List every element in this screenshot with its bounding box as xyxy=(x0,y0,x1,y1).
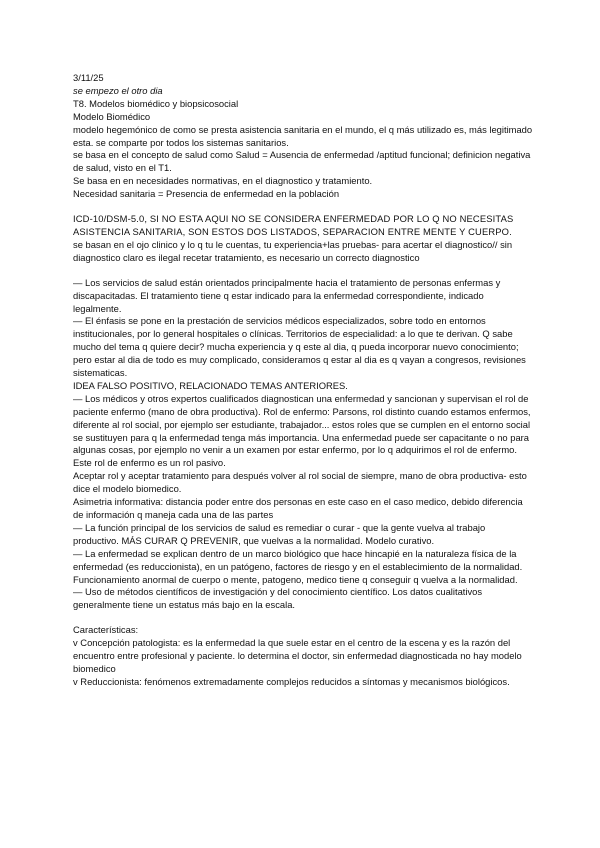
characteristic-reductionist: v Reduccionista: fenómenos extremadamente complejos reducidos a síntomas y mecanismos biológicos. xyxy=(73,675,510,687)
spacer xyxy=(73,265,533,277)
paragraph-clinical-eye: se basan en el ojo clinico y lo q tu le cuentas, tu experiencia+las pruebas- para acertar el diagnostico// sin diagnostico claro es ilegal recetar tratamiento, es necesario un correcto diagnostico xyxy=(73,238,513,263)
paragraph-icd-dsm: ICD-10/DSM-5.0, SI NO ESTA AQUI NO SE CONSIDERA ENFERMEDAD POR LO Q NO NECESITAS ASISTENCIA SANITARIA, SON ESTOS DOS LISTADOS, SEPARACION ENTRE MENTE Y CUERPO. xyxy=(73,213,514,237)
paragraph-health-need: Necesidad sanitaria = Presencia de enfermedad en la población xyxy=(73,188,340,200)
characteristic-pathologist: v Concepción patologista: es la enfermedad la que suele estar en el centro de la escena y es la razón del encuentro entre profesional y paciente. lo determina el doctor, sin enfermedad diagnosticada no hay modelo biomedico xyxy=(73,637,522,674)
bullet-biological-framework: — La enfermedad se explican dentro de un marco biológico que hace hincapié en la naturaleza física de la enfermedad (es reduccionista), en un patógeno, factores de riesgo y en el establecimiento de la normalidad. Funcionamiento anormal de cuerpo o mente, patogeno, medico tiene q conseguir q vuelva a la normalidad. xyxy=(73,547,523,585)
paragraph-hegemonic-model: modelo hegemónico de como se presta asistencia sanitaria en el mundo, el q más utilizado es, más legitimado esta. se comparte por todos los sistemas sanitarios. xyxy=(73,123,533,148)
characteristics-title: Características: xyxy=(73,624,139,636)
bullet-specialized-services: — El énfasis se pone en la prestación de servicios médicos especializados, sobre todo en entornos institucionales, por lo general hospitales o clínicas. Territorios de especialidad: a lo que te derivan. Q sabe mucho del tema q quiere decir? mucha experiencia y q este al dia, q pueda incorporar nuevo conocimiento; pero estar al dia de todo es muy complicado, consideramos q estar al dia es q vayan a congresos, revisiones sistematicas. xyxy=(73,315,526,379)
intro-note: se empezo el otro dia xyxy=(73,84,163,96)
spacer xyxy=(73,201,533,213)
bullet-services-treatment: — Los servicios de salud están orientados principalmente hacia el tratamiento de personas enfermas y discapacitadas. El tratamiento tiene q estar indicado para la enfermedad correspondiente, indicado legalmente. xyxy=(73,276,501,314)
bullet-cure-function: — La función principal de los servicios de salud es remediar o curar - que la gente vuelva al trabajo productivo. MÁS CURAR Q PREVENIR, que vuelvas a la normalidad. Modelo curativo. xyxy=(73,521,486,546)
paragraph-health-concept: se basa en el concepto de salud como Salud = Ausencia de enfermedad /aptitud funcional; definicion negativa de salud, visto en el T1. xyxy=(73,149,531,174)
idea-false-positive: IDEA FALSO POSITIVO, RELACIONADO TEMAS ANTERIORES. xyxy=(73,379,348,391)
paragraph-information-asymmetry: Asimetria informativa: distancia poder entre dos personas en este caso en el caso medico, debido diferencia de información q maneja cada una de las partes xyxy=(73,496,523,520)
paragraph-normative-needs: Se basa en en necesidades normativas, en el diagnostico y tratamiento. xyxy=(73,175,373,187)
date-line: 3/11/25 xyxy=(73,72,104,83)
paragraph-accept-role: Aceptar rol y aceptar tratamiento para después volver al rol social de siempre, mano de obra productiva- esto dice el modelo biomedico. xyxy=(73,470,527,495)
section-title: Modelo Biomédico xyxy=(73,110,151,122)
bullet-sick-role: — Los médicos y otros expertos cualificados diagnostican una enfermedad y sancionan y supervisan el rol de paciente enfermo (mano de obra productiva). Rol de enfermo: Parsons, rol distinto cuando estamos enfermos, diferente al rol social, por ejemplo ser estudiante, trabajador... estos roles que se cumplen en el entorno social se sustituyen para q la enfermedad tenga más importancia. Una enfermedad puede ser capacitante o no para algunas cosas, por ejemplo no venir a un examen por estar enfermo, por lo q adquirimos el rol de enfermo. Este rol de enfermo es un rol pasivo. xyxy=(73,392,531,469)
document-page xyxy=(73,72,533,689)
topic-title: T8. Modelos biomédico y biopsicosocial xyxy=(73,97,239,109)
bullet-scientific-methods: — Uso de métodos científicos de investigación y del conocimiento científico. Los datos cualitativos generalmente tiene un estatus más bajo en la escala. xyxy=(73,586,483,611)
spacer xyxy=(73,612,533,624)
